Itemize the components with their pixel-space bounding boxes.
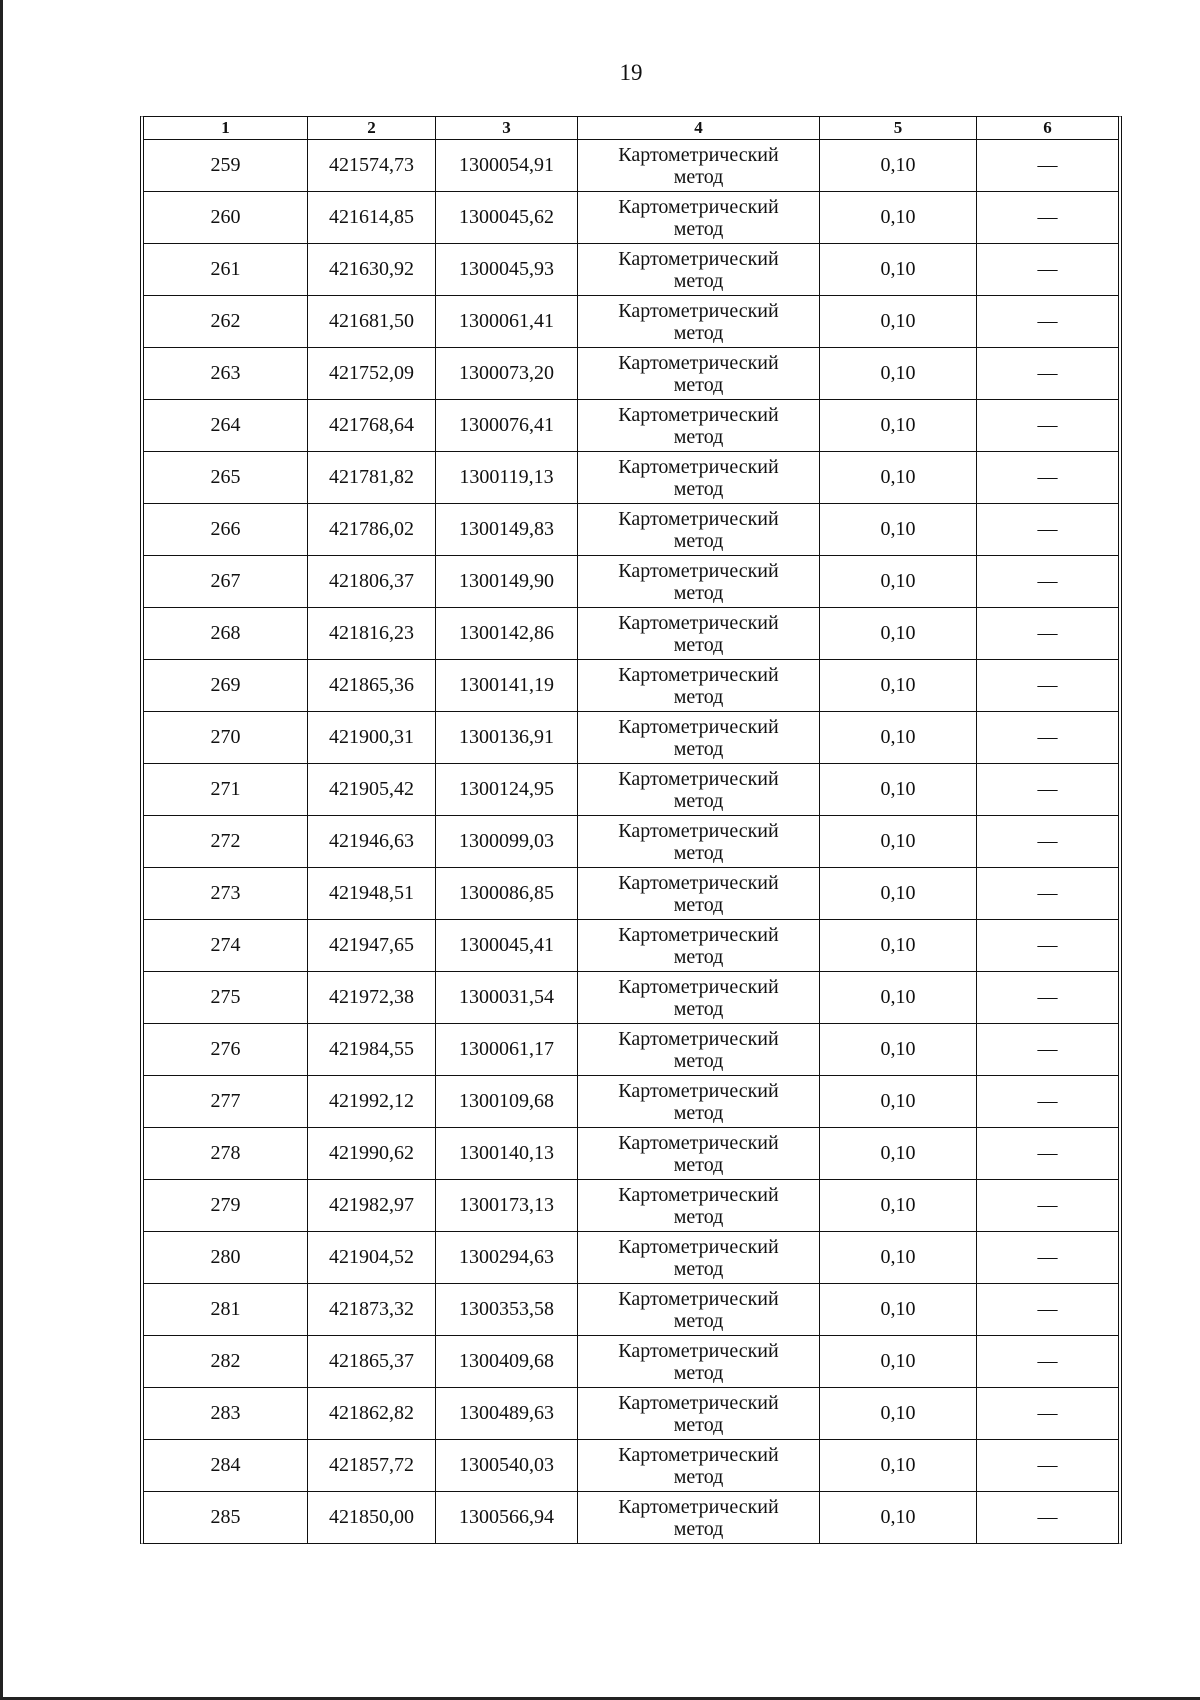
- x-coordinate-cell: 421857,72: [308, 1440, 436, 1492]
- accuracy-cell: 0,10: [820, 1284, 977, 1336]
- accuracy-cell: 0,10: [820, 1336, 977, 1388]
- y-coordinate-cell: 1300136,91: [436, 712, 578, 764]
- y-coordinate-cell: 1300119,13: [436, 452, 578, 504]
- method-text-line2: метод: [673, 1205, 724, 1228]
- method-text-line1: Картометрический: [618, 403, 779, 426]
- x-coordinate-cell: 421947,65: [308, 920, 436, 972]
- method-text-line1: Картометрический: [618, 507, 779, 530]
- accuracy-cell: 0,10: [820, 1492, 977, 1543]
- accuracy-cell: 0,10: [820, 244, 977, 296]
- accuracy-cell: 0,10: [820, 764, 977, 816]
- x-coordinate-cell: 421900,31: [308, 712, 436, 764]
- accuracy-cell: 0,10: [820, 192, 977, 244]
- note-cell: —: [977, 1128, 1118, 1180]
- method-text-line2: метод: [673, 477, 724, 500]
- table-row: [144, 1284, 1118, 1336]
- y-coordinate-cell: 1300045,62: [436, 192, 578, 244]
- point-number-cell: 278: [144, 1128, 308, 1180]
- table-row: [144, 400, 1118, 452]
- note-cell: —: [977, 764, 1118, 816]
- accuracy-cell: 0,10: [820, 1128, 977, 1180]
- point-number-cell: 274: [144, 920, 308, 972]
- table-body: [144, 140, 1118, 1543]
- method-text-line2: метод: [673, 633, 724, 656]
- y-coordinate-cell: 1300124,95: [436, 764, 578, 816]
- accuracy-cell: 0,10: [820, 1440, 977, 1492]
- point-number-cell: 271: [144, 764, 308, 816]
- method-text-line2: метод: [673, 1049, 724, 1072]
- y-coordinate-cell: 1300489,63: [436, 1388, 578, 1440]
- method-cell: [578, 972, 820, 1024]
- x-coordinate-cell: 421990,62: [308, 1128, 436, 1180]
- x-coordinate-cell: 421946,63: [308, 816, 436, 868]
- accuracy-cell: 0,10: [820, 972, 977, 1024]
- coordinates-table: [140, 116, 1122, 1544]
- accuracy-cell: 0,10: [820, 348, 977, 400]
- method-text-line2: метод: [673, 1413, 724, 1436]
- table-row: [144, 816, 1118, 868]
- table-row: [144, 660, 1118, 712]
- note-cell: —: [977, 660, 1118, 712]
- table-row: [144, 504, 1118, 556]
- y-coordinate-cell: 1300353,58: [436, 1284, 578, 1336]
- point-number-cell: 269: [144, 660, 308, 712]
- method-text-line1: Картометрический: [618, 663, 779, 686]
- method-text-line1: Картометрический: [618, 1027, 779, 1050]
- accuracy-cell: 0,10: [820, 400, 977, 452]
- y-coordinate-cell: 1300294,63: [436, 1232, 578, 1284]
- point-number-cell: 264: [144, 400, 308, 452]
- method-cell: [578, 1024, 820, 1076]
- method-text-line1: Картометрический: [618, 1235, 779, 1258]
- note-cell: —: [977, 868, 1118, 920]
- method-cell: [578, 244, 820, 296]
- y-coordinate-cell: 1300073,20: [436, 348, 578, 400]
- note-cell: —: [977, 192, 1118, 244]
- accuracy-cell: 0,10: [820, 1076, 977, 1128]
- method-cell: [578, 816, 820, 868]
- point-number-cell: 262: [144, 296, 308, 348]
- method-text-line2: метод: [673, 165, 724, 188]
- x-coordinate-cell: 421574,73: [308, 140, 436, 192]
- x-coordinate-cell: 421681,50: [308, 296, 436, 348]
- point-number-cell: 270: [144, 712, 308, 764]
- table-row: [144, 1492, 1118, 1543]
- y-coordinate-cell: 1300061,41: [436, 296, 578, 348]
- accuracy-cell: 0,10: [820, 1388, 977, 1440]
- table-row: [144, 192, 1118, 244]
- method-text-line2: метод: [673, 841, 724, 864]
- method-text-line1: Картометрический: [618, 299, 779, 322]
- point-number-cell: 280: [144, 1232, 308, 1284]
- table-row: [144, 1128, 1118, 1180]
- method-text-line2: метод: [673, 1153, 724, 1176]
- note-cell: —: [977, 348, 1118, 400]
- x-coordinate-cell: 421865,36: [308, 660, 436, 712]
- method-text-line1: Картометрический: [618, 767, 779, 790]
- method-cell: [578, 764, 820, 816]
- table-row: [144, 1232, 1118, 1284]
- method-text-line2: метод: [673, 685, 724, 708]
- accuracy-cell: 0,10: [820, 712, 977, 764]
- x-coordinate-cell: 421781,82: [308, 452, 436, 504]
- y-coordinate-cell: 1300142,86: [436, 608, 578, 660]
- x-coordinate-cell: 421972,38: [308, 972, 436, 1024]
- accuracy-cell: 0,10: [820, 452, 977, 504]
- method-text-line2: метод: [673, 1361, 724, 1384]
- method-text-line1: Картометрический: [618, 1443, 779, 1466]
- note-cell: —: [977, 1336, 1118, 1388]
- method-text-line1: Картометрический: [618, 195, 779, 218]
- note-cell: —: [977, 1440, 1118, 1492]
- x-coordinate-cell: 421630,92: [308, 244, 436, 296]
- accuracy-cell: 0,10: [820, 1180, 977, 1232]
- table-row: [144, 556, 1118, 608]
- accuracy-cell: 0,10: [820, 296, 977, 348]
- method-text-line1: Картометрический: [618, 143, 779, 166]
- header-row: [144, 117, 1118, 140]
- method-text-line1: Картометрический: [618, 923, 779, 946]
- x-coordinate-cell: 421992,12: [308, 1076, 436, 1128]
- x-coordinate-cell: 421865,37: [308, 1336, 436, 1388]
- method-text-line2: метод: [673, 997, 724, 1020]
- method-text-line1: Картометрический: [618, 1131, 779, 1154]
- accuracy-cell: 0,10: [820, 1232, 977, 1284]
- point-number-cell: 268: [144, 608, 308, 660]
- method-cell: [578, 296, 820, 348]
- note-cell: —: [977, 244, 1118, 296]
- method-text-line1: Картометрический: [618, 1339, 779, 1362]
- note-cell: —: [977, 400, 1118, 452]
- x-coordinate-cell: 421862,82: [308, 1388, 436, 1440]
- method-cell: [578, 192, 820, 244]
- point-number-cell: 266: [144, 504, 308, 556]
- y-coordinate-cell: 1300140,13: [436, 1128, 578, 1180]
- note-cell: —: [977, 972, 1118, 1024]
- y-coordinate-cell: 1300149,90: [436, 556, 578, 608]
- table-row: [144, 296, 1118, 348]
- note-cell: —: [977, 296, 1118, 348]
- table-row: [144, 244, 1118, 296]
- x-coordinate-cell: 421752,09: [308, 348, 436, 400]
- method-text-line2: метод: [673, 529, 724, 552]
- x-coordinate-cell: 421905,42: [308, 764, 436, 816]
- x-coordinate-cell: 421904,52: [308, 1232, 436, 1284]
- method-cell: [578, 1388, 820, 1440]
- y-coordinate-cell: 1300099,03: [436, 816, 578, 868]
- accuracy-cell: 0,10: [820, 920, 977, 972]
- method-text-line1: Картометрический: [618, 715, 779, 738]
- note-cell: —: [977, 1180, 1118, 1232]
- column-header-4: 4: [578, 117, 820, 140]
- method-cell: [578, 1336, 820, 1388]
- y-coordinate-cell: 1300173,13: [436, 1180, 578, 1232]
- method-text-line1: Картометрический: [618, 1287, 779, 1310]
- point-number-cell: 260: [144, 192, 308, 244]
- x-coordinate-cell: 421786,02: [308, 504, 436, 556]
- method-cell: [578, 608, 820, 660]
- method-text-line1: Картометрический: [618, 611, 779, 634]
- method-cell: [578, 1076, 820, 1128]
- column-header-5: 5: [820, 117, 977, 140]
- point-number-cell: 277: [144, 1076, 308, 1128]
- point-number-cell: 267: [144, 556, 308, 608]
- note-cell: —: [977, 1024, 1118, 1076]
- note-cell: —: [977, 556, 1118, 608]
- table-header: [144, 117, 1118, 140]
- method-text-line2: метод: [673, 425, 724, 448]
- column-header-2: 2: [308, 117, 436, 140]
- method-text-line1: Картометрический: [618, 975, 779, 998]
- method-text-line1: Картометрический: [618, 871, 779, 894]
- table-row: [144, 868, 1118, 920]
- y-coordinate-cell: 1300045,93: [436, 244, 578, 296]
- method-cell: [578, 1440, 820, 1492]
- x-coordinate-cell: 421873,32: [308, 1284, 436, 1336]
- point-number-cell: 284: [144, 1440, 308, 1492]
- method-text-line2: метод: [673, 269, 724, 292]
- method-text-line1: Картометрический: [618, 1391, 779, 1414]
- method-text-line2: метод: [673, 1465, 724, 1488]
- table-row: [144, 348, 1118, 400]
- accuracy-cell: 0,10: [820, 556, 977, 608]
- note-cell: —: [977, 920, 1118, 972]
- point-number-cell: 285: [144, 1492, 308, 1543]
- y-coordinate-cell: 1300141,19: [436, 660, 578, 712]
- y-coordinate-cell: 1300409,68: [436, 1336, 578, 1388]
- point-number-cell: 276: [144, 1024, 308, 1076]
- method-cell: [578, 712, 820, 764]
- note-cell: —: [977, 608, 1118, 660]
- x-coordinate-cell: 421984,55: [308, 1024, 436, 1076]
- scan-edge-left: [0, 0, 3, 1700]
- method-cell: [578, 660, 820, 712]
- method-text-line1: Картометрический: [618, 1079, 779, 1102]
- method-text-line2: метод: [673, 893, 724, 916]
- accuracy-cell: 0,10: [820, 504, 977, 556]
- note-cell: —: [977, 1388, 1118, 1440]
- method-cell: [578, 1180, 820, 1232]
- table-row: [144, 608, 1118, 660]
- note-cell: —: [977, 140, 1118, 192]
- method-text-line2: метод: [673, 789, 724, 812]
- accuracy-cell: 0,10: [820, 868, 977, 920]
- y-coordinate-cell: 1300149,83: [436, 504, 578, 556]
- table-row: [144, 140, 1118, 192]
- method-text-line2: метод: [673, 737, 724, 760]
- method-text-line1: Картометрический: [618, 1495, 779, 1518]
- method-text-line1: Картометрический: [618, 819, 779, 842]
- method-cell: [578, 140, 820, 192]
- note-cell: —: [977, 1232, 1118, 1284]
- x-coordinate-cell: 421806,37: [308, 556, 436, 608]
- method-text-line1: Картометрический: [618, 455, 779, 478]
- point-number-cell: 275: [144, 972, 308, 1024]
- point-number-cell: 259: [144, 140, 308, 192]
- accuracy-cell: 0,10: [820, 660, 977, 712]
- x-coordinate-cell: 421768,64: [308, 400, 436, 452]
- y-coordinate-cell: 1300086,85: [436, 868, 578, 920]
- table-row: [144, 1388, 1118, 1440]
- method-text-line2: метод: [673, 581, 724, 604]
- x-coordinate-cell: 421948,51: [308, 868, 436, 920]
- table-row: [144, 764, 1118, 816]
- method-text-line1: Картометрический: [618, 247, 779, 270]
- method-text-line2: метод: [673, 945, 724, 968]
- method-cell: [578, 556, 820, 608]
- method-cell: [578, 452, 820, 504]
- method-cell: [578, 1492, 820, 1543]
- method-cell: [578, 1128, 820, 1180]
- table-row: [144, 712, 1118, 764]
- method-text-line2: метод: [673, 321, 724, 344]
- note-cell: —: [977, 816, 1118, 868]
- y-coordinate-cell: 1300109,68: [436, 1076, 578, 1128]
- method-cell: [578, 1284, 820, 1336]
- accuracy-cell: 0,10: [820, 816, 977, 868]
- y-coordinate-cell: 1300045,41: [436, 920, 578, 972]
- method-cell: [578, 348, 820, 400]
- y-coordinate-cell: 1300054,91: [436, 140, 578, 192]
- note-cell: —: [1037, 1506, 1058, 1528]
- point-number-cell: 279: [144, 1180, 308, 1232]
- method-text-line1: Картометрический: [618, 1183, 779, 1206]
- method-text-line1: Картометрический: [618, 559, 779, 582]
- note-cell: —: [977, 712, 1118, 764]
- table-row: [144, 1076, 1118, 1128]
- method-cell: [578, 868, 820, 920]
- y-coordinate-cell: 1300031,54: [436, 972, 578, 1024]
- note-cell: —: [977, 1076, 1118, 1128]
- point-number-cell: 281: [144, 1284, 308, 1336]
- y-coordinate-cell: 1300076,41: [436, 400, 578, 452]
- table-row: [144, 1024, 1118, 1076]
- column-header-3: 3: [436, 117, 578, 140]
- point-number-cell: 273: [144, 868, 308, 920]
- column-header-6: 6: [977, 117, 1118, 140]
- point-number-cell: 283: [144, 1388, 308, 1440]
- table-row: [144, 1440, 1118, 1492]
- method-text-line2: метод: [673, 217, 724, 240]
- method-cell: [578, 504, 820, 556]
- page-number: 19: [619, 60, 643, 85]
- method-text-line2: метод: [673, 1517, 724, 1540]
- method-cell: [578, 400, 820, 452]
- table-row: [144, 972, 1118, 1024]
- y-coordinate-cell: 1300540,03: [436, 1440, 578, 1492]
- x-coordinate-cell: 421850,00: [308, 1492, 436, 1543]
- table-row: [144, 1336, 1118, 1388]
- method-cell: [578, 1232, 820, 1284]
- accuracy-cell: 0,10: [820, 608, 977, 660]
- point-number-cell: 265: [144, 452, 308, 504]
- table-row: [144, 452, 1118, 504]
- point-number-cell: 261: [144, 244, 308, 296]
- note-cell: —: [977, 504, 1118, 556]
- method-text-line2: метод: [673, 1257, 724, 1280]
- note-cell: —: [977, 452, 1118, 504]
- x-coordinate-cell: 421982,97: [308, 1180, 436, 1232]
- method-cell: [578, 920, 820, 972]
- y-coordinate-cell: 1300566,94: [436, 1492, 578, 1543]
- column-header-1: 1: [144, 117, 308, 140]
- accuracy-cell: 0,10: [820, 140, 977, 192]
- accuracy-cell: 0,10: [820, 1024, 977, 1076]
- point-number-cell: 282: [144, 1336, 308, 1388]
- table-row: [144, 1180, 1118, 1232]
- x-coordinate-cell: 421614,85: [308, 192, 436, 244]
- note-cell: —: [977, 1284, 1118, 1336]
- table-row: [144, 920, 1118, 972]
- point-number-cell: 263: [144, 348, 308, 400]
- method-text-line2: метод: [673, 1309, 724, 1332]
- point-number-cell: 272: [144, 816, 308, 868]
- y-coordinate-cell: 1300061,17: [436, 1024, 578, 1076]
- method-text-line2: метод: [673, 373, 724, 396]
- method-text-line2: метод: [673, 1101, 724, 1124]
- x-coordinate-cell: 421816,23: [308, 608, 436, 660]
- method-text-line1: Картометрический: [618, 351, 779, 374]
